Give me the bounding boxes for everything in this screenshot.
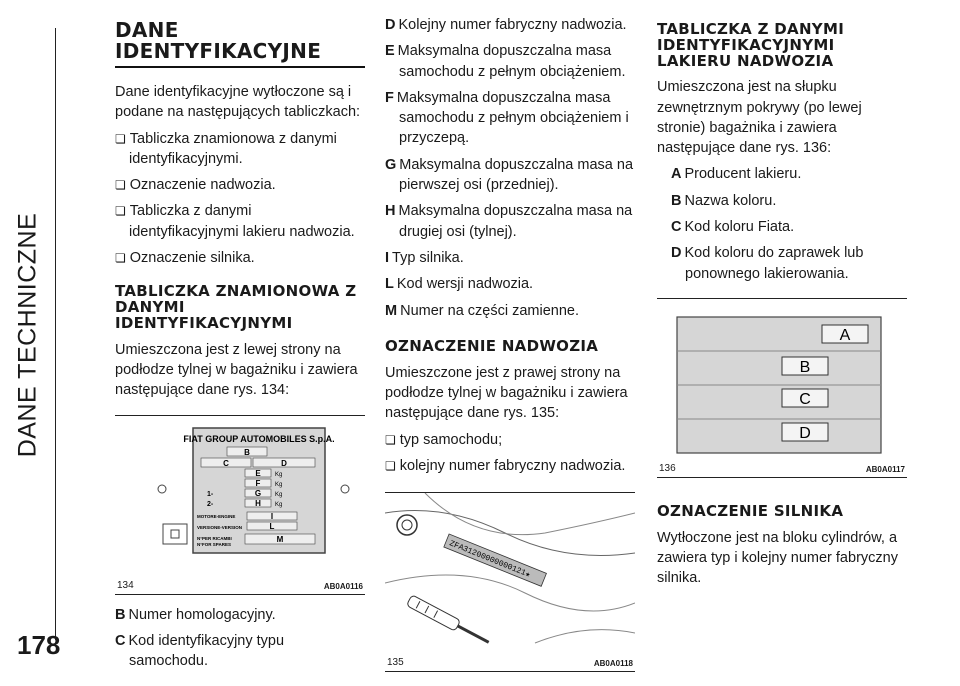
side-divider (55, 28, 56, 640)
body-text: Umieszczone jest z prawej strony na podłodze tylnej w bagażniku i zawiera następujące dane rys. 135: (385, 364, 628, 422)
bullet-item: ❏ Oznaczenie nadwozia. (115, 175, 365, 195)
definition-item: L Kod wersji nadwozia. (385, 276, 534, 293)
body-text: Umieszczona jest na słupku zewnętrznym pokrywy (po lewej stronie) bagażnika i zawiera następujące dane rys. 136: (657, 79, 862, 157)
row-label: 2- (207, 500, 214, 508)
subsection-heading: TABLICZKA ZNAMIONOWA Z DANYMI IDENTYFIKACYJNYMI (115, 282, 357, 332)
figure-caption: 135 AB0A0118 (387, 657, 633, 669)
figure-caption: 136 AB0A0117 (659, 462, 905, 474)
small-label: MOTORE-ENGINE (197, 513, 236, 519)
definition-item: B Nazwa koloru. (671, 192, 777, 209)
definition-item: D Kod koloru do zaprawek lub ponownego lakierowania. (671, 245, 864, 282)
nameplate-illustration (115, 416, 365, 594)
subsection-heading: OZNACZENIE SILNIKA (657, 501, 844, 520)
page-number: 178 (17, 630, 61, 660)
unit-kg: Kg (275, 481, 283, 488)
unit-kg: Kg (275, 471, 283, 478)
intro-text: Dane identyfikacyjne wytłoczone są i podane na następujących tabliczkach: (115, 84, 361, 121)
definition-item: B Numer homologacyjny. (115, 606, 276, 623)
definition-item: D Kolejny numer fabryczny nadwozia. (385, 17, 627, 33)
figure-caption: 134 AB0A0116 (117, 579, 363, 591)
paint-letter-b: B (799, 358, 811, 376)
figure-136 (657, 298, 907, 478)
plate-letter-h: H (255, 498, 261, 508)
plate-letter-i: I (270, 511, 274, 521)
definition-item: E Maksymalna dopuszczalna masa samochodu z pełnym obciążeniem. (385, 43, 626, 80)
definition-item: C Kod identyfikacyjny typu samochodu. (115, 632, 285, 670)
subsection-heading: OZNACZENIE NADWOZIA (385, 336, 599, 355)
body-text: Umieszczona jest z lewej strony na podłodze tylnej w bagażniku i zawiera następujące dane rys. 134: (115, 341, 358, 399)
definition-item: I Typ silnika. (385, 249, 464, 266)
vin-stamp: ZFA31200000000121★ (447, 539, 532, 581)
plate-letter-e: E (255, 468, 261, 478)
definition-item: H Maksymalna dopuszczalna masa na drugiej osi (tylnej). (385, 203, 633, 240)
figure-134 (115, 415, 365, 595)
paint-letter-c: C (799, 390, 811, 408)
plate-letter-d: D (281, 458, 287, 468)
plate-letter-f: F (255, 478, 261, 488)
unit-kg: Kg (275, 491, 283, 498)
definition-item: F Maksymalna dopuszczalna masa samochodu z pełnym obciążeniem i przyczepą. (385, 89, 629, 147)
section-heading: DANE IDENTYFIKACYJNE (115, 20, 365, 68)
figure-135 (385, 492, 635, 672)
body-text: Wytłoczone jest na bloku cylindrów, a zawiera typ i kolejny numer fabryczny silnika. (657, 529, 898, 587)
paint-letter-a: A (839, 326, 851, 344)
paint-letter-d: D (799, 424, 811, 442)
definition-item: C Kod koloru Fiata. (671, 219, 795, 236)
bullet-item: ❏ typ samochodu; (385, 430, 635, 450)
unit-kg: Kg (275, 501, 283, 508)
subsection-heading: TABLICZKA Z DANYMI IDENTYFIKACYJNYMI LAKIERU NADWOZIA (657, 20, 845, 70)
bullet-item: ❏ kolejny numer fabryczny nadwozia. (385, 456, 635, 476)
column-2 (385, 15, 635, 682)
column-3 (657, 22, 907, 595)
small-label: N°FOR SPARES (197, 541, 231, 547)
small-label: VERSIONE-VERSION (197, 524, 243, 530)
small-label: N°PER RICAMBI (197, 535, 232, 541)
plate-letter-l: L (269, 521, 275, 531)
plate-letter-c: C (223, 458, 229, 468)
definition-item: A Producent lakieru. (671, 166, 802, 183)
row-label: 1- (207, 490, 214, 498)
plate-title: FIAT GROUP AUTOMOBILES S.p.A. (183, 433, 335, 444)
plate-letter-b: B (244, 447, 250, 457)
body-marking-illustration (385, 493, 635, 671)
definition-item: G Maksymalna dopuszczalna masa na pierwszej osi (przedniej). (385, 156, 634, 194)
column-1 (115, 20, 365, 677)
plate-letter-m: M (276, 534, 284, 544)
bullet-item: ❏ Oznaczenie silnika. (115, 248, 365, 268)
plate-letter-g: G (254, 488, 262, 498)
definition-item: M Numer na części zamienne. (385, 302, 580, 319)
bullet-item: ❏ Tabliczka z danymi identyfikacyjnymi lakieru nadwozia. (115, 201, 365, 242)
paint-plate-illustration (657, 299, 907, 477)
bullet-item: ❏ Tabliczka znamionowa z danymi identyfikacyjnymi. (115, 129, 365, 170)
